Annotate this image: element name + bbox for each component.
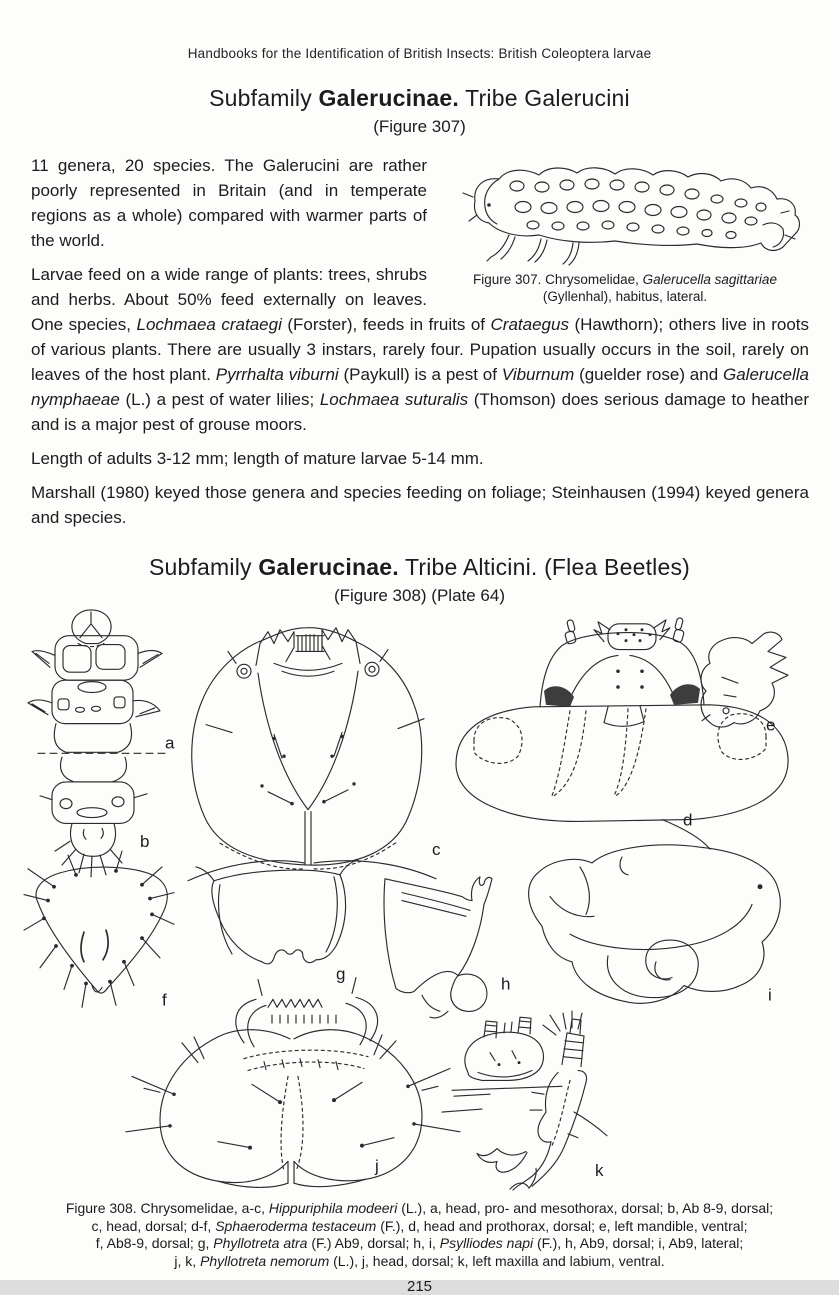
fig308-panel-j-illustration <box>126 978 460 1188</box>
figure-307 <box>441 155 809 305</box>
fig308-panel-h-illustration <box>384 877 492 1018</box>
figure307-caption: Figure 307. Chrysomelidae, Galerucella sagittariae (Gyllenhal), habitus, lateral. <box>473 272 777 304</box>
paragraph-1: 11 genera, 20 species. The Galerucini are rather poorly represented in Britain (and in temperate regions as a whole) compared with warmer parts of the world. <box>31 156 427 250</box>
paragraph-4: Marshall (1980) keyed those genera and species feeding on foliage; Steinhausen (1994) keyed genera and species. <box>31 483 809 527</box>
figure308-illustration <box>22 608 822 1198</box>
fig308-label-a: a <box>165 733 175 753</box>
section2-subtitle: (Figure 308) (Plate 64) <box>333 586 506 605</box>
fig308-label-f: f <box>162 990 167 1010</box>
fig308-label-k: k <box>595 1161 604 1181</box>
fig308-panel-f-illustration <box>24 851 174 1010</box>
running-header: Handbooks for the Identification of British Insects: British Coleoptera larvae <box>187 46 652 61</box>
fig308-label-i: i <box>768 985 772 1005</box>
figure308-caption <box>0 1200 839 1270</box>
section1-title: Subfamily Galerucinae. Tribe Galerucini <box>209 85 630 111</box>
fig308-label-c: c <box>432 840 441 860</box>
section1-body <box>31 153 809 530</box>
page-number: 215 <box>406 1278 433 1295</box>
figure308-caption-line-2: c, head, dorsal; d-f, Sphaeroderma testaceum (F.), d, head and prothorax, dorsal; e, left mandible, ventral; <box>91 1217 748 1234</box>
section2-title: Subfamily Galerucinae. Tribe Alticini. (Flea Beetles) <box>148 554 691 580</box>
fig308-label-g: g <box>336 964 346 984</box>
fig308-label-b: b <box>140 832 150 852</box>
fig308-panel-e-illustration <box>701 632 788 727</box>
fig308-label-h: h <box>501 974 511 994</box>
figure308-caption-line-3: f, Ab8-9, dorsal; g, Phyllotreta atra (F.) Ab9, dorsal; h, i, Psylliodes napi (F.), h, Ab9, dorsal; i, Ab9, lateral; <box>95 1235 744 1251</box>
figure-308 <box>22 608 822 1198</box>
fig308-label-j: j <box>375 1156 379 1176</box>
figure308-caption-line-1: Figure 308. Chrysomelidae, a-c, Hippuriphila modeeri (L.), a, head, pro- and mesothorax, dorsal; b, Ab 8-9, dorsal; <box>65 1200 774 1216</box>
fig308-label-d: d <box>683 810 693 830</box>
fig308-label-e: e <box>766 715 776 735</box>
fig308-panel-g-illustration <box>196 860 358 964</box>
figure307-larva-illustration <box>445 155 805 267</box>
fig308-panel-d-illustration <box>456 617 788 849</box>
fig308-panel-i-illustration <box>529 845 781 1003</box>
fig308-panel-c-illustration <box>188 628 436 881</box>
paragraph-3: Length of adults 3-12 mm; length of mature larvae 5-14 mm. <box>31 449 484 468</box>
section1-subtitle: (Figure 307) <box>373 117 466 136</box>
paragraph-2: Larvae feed on a wide range of plants: trees, shrubs and herbs. About 50% feed externally on leaves. One species, Lochmaea crataegi (Forster), feeds in fruits of Crataegus (Hawthorn); others live in roots of various plants. There are usually 3 instars, rarely four. Pupation usually occurs in the soil, rarely on leaves of the host plant. Pyrrhalta viburni (Paykull) is a pest of Viburnum (guelder rose) and Galerucella nymphaeae (L.) a pest of water lilies; Lochmaea suturalis (Thomson) does serious damage to heather and is a major pest of grouse moors. <box>31 265 809 434</box>
figure308-caption-line-4: j, k, Phyllotreta nemorum (L.), j, head, dorsal; k, left maxilla and labium, ventral. <box>174 1252 665 1269</box>
fig308-panel-k-illustration <box>442 1011 607 1190</box>
